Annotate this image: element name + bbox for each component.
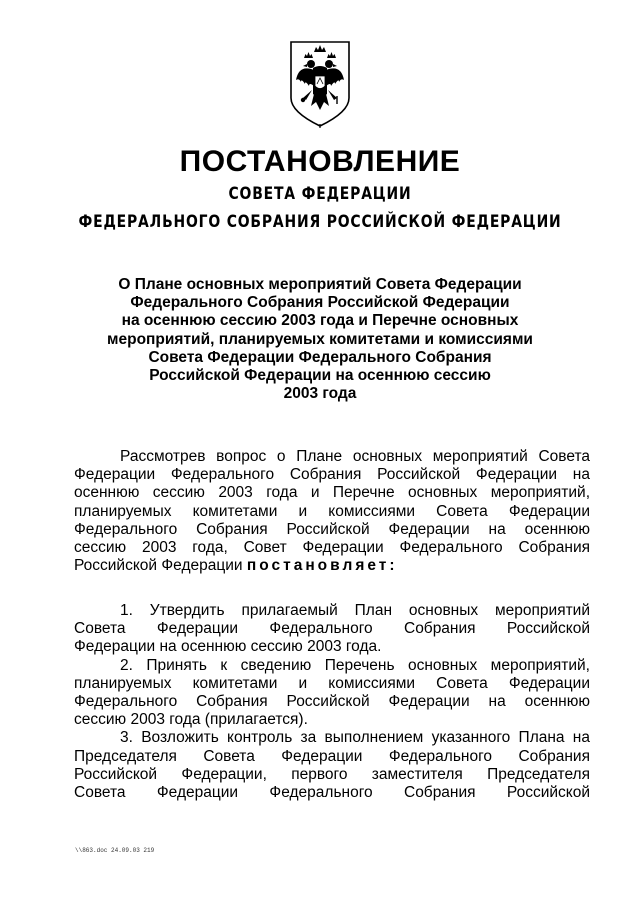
preamble-last-line (74, 557, 590, 575)
resolution-heading (70, 276, 570, 403)
preamble-line-prefix: Российской Федерации (74, 557, 247, 575)
item-line: Совета Федерации Федерального Собрания Российской (74, 620, 590, 638)
heading-line: Совета Федерации Федерального Собрания (148, 348, 492, 366)
item-line: Федерации на осеннюю сессию 2003 года. (74, 638, 382, 656)
document-title: ПОСТАНОВЛЕНИЕ (179, 145, 461, 178)
item-line: 2. Принять к сведению Перечень основных мероприятий, (120, 656, 590, 674)
heading-line: Федерального Собрания Российской Федерации (130, 294, 510, 312)
item-line: Федерального Собрания Российской Федерации на осеннюю (74, 693, 590, 711)
document-footer-code: \\863.doc 24.09.03 219 (75, 847, 155, 854)
item-2 (74, 657, 590, 730)
preamble-line: Федерального Собрания Российской Федерации на осеннюю (74, 520, 590, 538)
heading-line: 2003 года (283, 385, 357, 403)
item-line: Председателя Совета Федерации Федерального Собрания (74, 747, 590, 765)
resolution-items (74, 602, 590, 802)
item-line: 1. Утвердить прилагаемый План основных мероприятий (120, 602, 590, 619)
preamble-line: сессию 2003 года, Совет Федерации Федерального Собрания (74, 539, 590, 557)
item-line: 3. Возложить контроль за выполнением указанного Плана на (120, 729, 590, 747)
preamble-line: Рассмотрев вопрос о Плане основных мероприятий Совета (120, 448, 590, 465)
item-3 (74, 729, 590, 802)
item-1 (74, 602, 590, 657)
heading-line: на осеннюю сессию 2003 года и Перечне основных (121, 312, 519, 330)
item-line: Российской Федерации, первого заместителя Председателя (74, 765, 590, 783)
preamble-paragraph (74, 448, 590, 575)
coat-of-arms-emblem (287, 40, 353, 128)
preamble-line: осеннюю сессию 2003 года и Перечне основных мероприятий, (74, 484, 590, 502)
item-line: планируемых комитетами и комиссиями Совета Федерации (74, 674, 590, 692)
heading-line: мероприятий, планируемых комитетами и комиссиями (107, 330, 533, 348)
heading-line: Российской Федерации на осеннюю сессию (149, 367, 491, 385)
heading-line: О Плане основных мероприятий Совета Федерации (118, 276, 522, 293)
issuer-line-2: ФЕДЕРАЛЬНОГО СОБРАНИЯ РОССИЙСКОЙ ФЕДЕРАЦИИ (78, 212, 562, 232)
item-line: Совета Федерации Федерального Собрания Российской (74, 784, 590, 802)
item-line: сессию 2003 года (прилагается). (74, 711, 308, 729)
preamble-line: планируемых комитетами и комиссиями Совета Федерации (74, 502, 590, 520)
resolves-word: постановляет: (246, 557, 398, 575)
issuer-line-1: СОВЕТА ФЕДЕРАЦИИ (228, 184, 412, 204)
preamble-line: Федерации Федерального Собрания Российской Федерации на (74, 466, 590, 484)
